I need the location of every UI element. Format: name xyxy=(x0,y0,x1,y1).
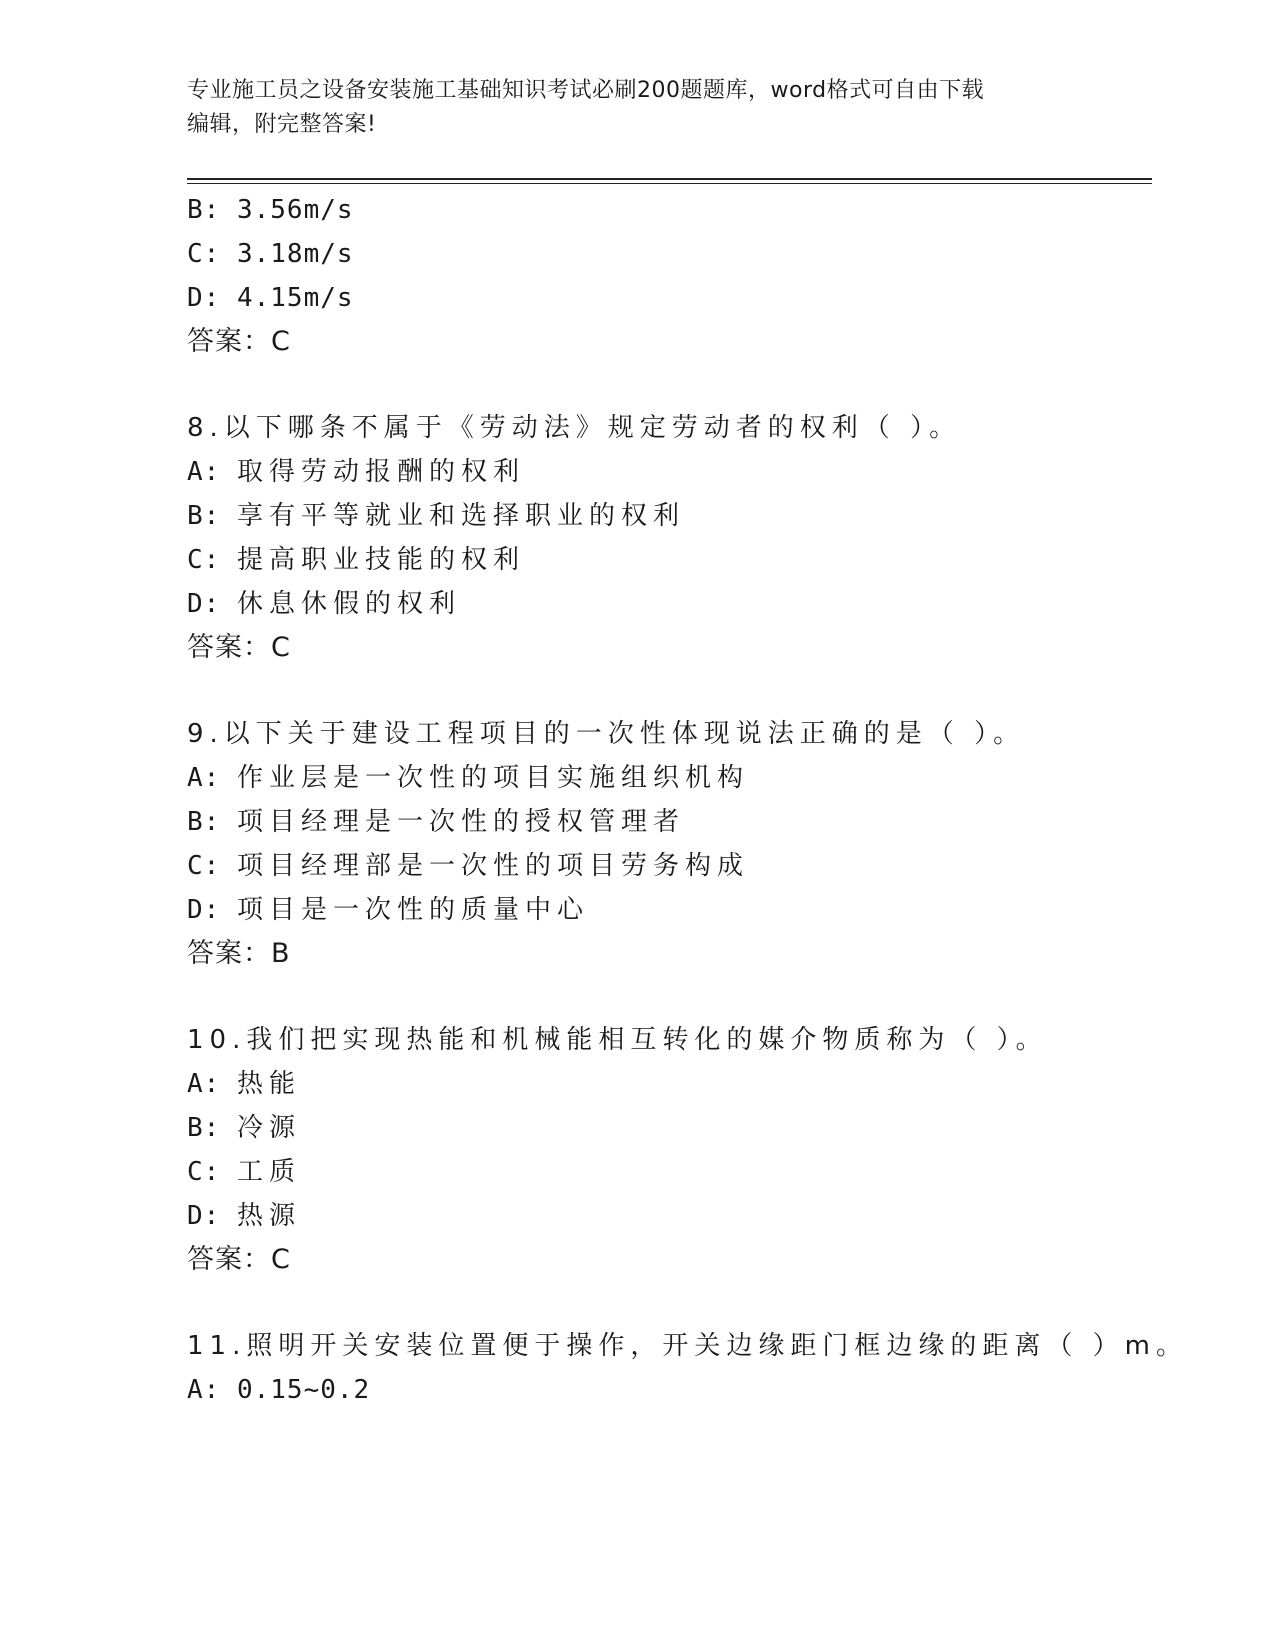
option-text: 4.15m/s xyxy=(236,283,354,313)
option-key: C: xyxy=(187,239,221,269)
question-9-answer: 答案：B xyxy=(187,938,291,969)
question-8-stem xyxy=(187,412,961,444)
option-text: 3.56m/s xyxy=(236,195,354,225)
question-8-option-d xyxy=(187,588,461,620)
option-key: C: xyxy=(187,1157,221,1187)
option-key: B: xyxy=(187,195,221,225)
question-10-option-a xyxy=(187,1068,301,1100)
option-text: 项目是一次性的质量中心 xyxy=(236,895,589,925)
option-text: 取得劳动报酬的权利 xyxy=(236,457,525,487)
question-10-option-b xyxy=(187,1112,301,1144)
header-line-2: 编辑，附完整答案! xyxy=(187,112,377,137)
question-9-option-d xyxy=(187,894,589,926)
question-10-option-c xyxy=(187,1156,301,1188)
prev-answer: 答案：C xyxy=(187,326,291,357)
option-key: A: xyxy=(187,457,221,487)
option-key: D: xyxy=(187,1201,221,1231)
option-key: A: xyxy=(187,1069,221,1099)
option-text: 享有平等就业和选择职业的权利 xyxy=(236,501,685,531)
option-key: B: xyxy=(187,1113,221,1143)
option-key: B: xyxy=(187,807,221,837)
option-text: 提高职业技能的权利 xyxy=(236,545,525,575)
option-key: D: xyxy=(187,895,221,925)
question-text: 10.我们把实现热能和机械能相互转化的媒介物质称为（ ）。 xyxy=(187,1025,1048,1055)
prev-option-c xyxy=(187,238,354,270)
option-text: 0.15~0.2 xyxy=(236,1375,371,1405)
option-text: 冷源 xyxy=(236,1113,301,1143)
question-11-option-a xyxy=(187,1374,370,1406)
option-text: 热源 xyxy=(236,1201,301,1231)
question-9-option-c xyxy=(187,850,749,882)
question-9-option-b xyxy=(187,806,685,838)
question-9-option-a xyxy=(187,762,749,794)
question-8-option-b xyxy=(187,500,685,532)
option-text: 3.18m/s xyxy=(236,239,354,269)
option-key: C: xyxy=(187,851,221,881)
prev-option-b xyxy=(187,194,354,226)
prev-option-d xyxy=(187,282,354,314)
option-text: 作业层是一次性的项目实施组织机构 xyxy=(236,763,749,793)
option-key: C: xyxy=(187,545,221,575)
header-rule-thick xyxy=(187,178,1152,180)
option-text: 项目经理部是一次性的项目劳务构成 xyxy=(236,851,749,881)
question-10-option-d xyxy=(187,1200,301,1232)
question-8-answer: 答案：C xyxy=(187,632,291,663)
question-9-stem xyxy=(187,718,1025,750)
question-8-option-a xyxy=(187,456,525,488)
question-10-answer: 答案：C xyxy=(187,1244,291,1275)
question-11-stem xyxy=(187,1330,1188,1362)
option-text: 休息休假的权利 xyxy=(236,589,461,619)
document-header xyxy=(187,74,1087,142)
question-text: 11.照明开关安装位置便于操作，开关边缘距门框边缘的距离（ ）m。 xyxy=(187,1331,1188,1361)
question-text: 8.以下哪条不属于《劳动法》规定劳动者的权利（ ）。 xyxy=(187,413,962,443)
option-key: B: xyxy=(187,501,221,531)
question-8-option-c xyxy=(187,544,525,576)
header-rule-thin xyxy=(187,183,1152,184)
header-line-1: 专业施工员之设备安装施工基础知识考试必刷200题题库，word格式可自由下载 xyxy=(187,78,985,103)
option-key: D: xyxy=(187,283,221,313)
question-10-stem xyxy=(187,1024,1048,1056)
option-key: A: xyxy=(187,1375,221,1405)
question-text: 9.以下关于建设工程项目的一次性体现说法正确的是（ ）。 xyxy=(187,719,1026,749)
option-text: 工质 xyxy=(236,1157,301,1187)
option-text: 项目经理是一次性的授权管理者 xyxy=(236,807,685,837)
option-text: 热能 xyxy=(236,1069,301,1099)
option-key: A: xyxy=(187,763,221,793)
option-key: D: xyxy=(187,589,221,619)
